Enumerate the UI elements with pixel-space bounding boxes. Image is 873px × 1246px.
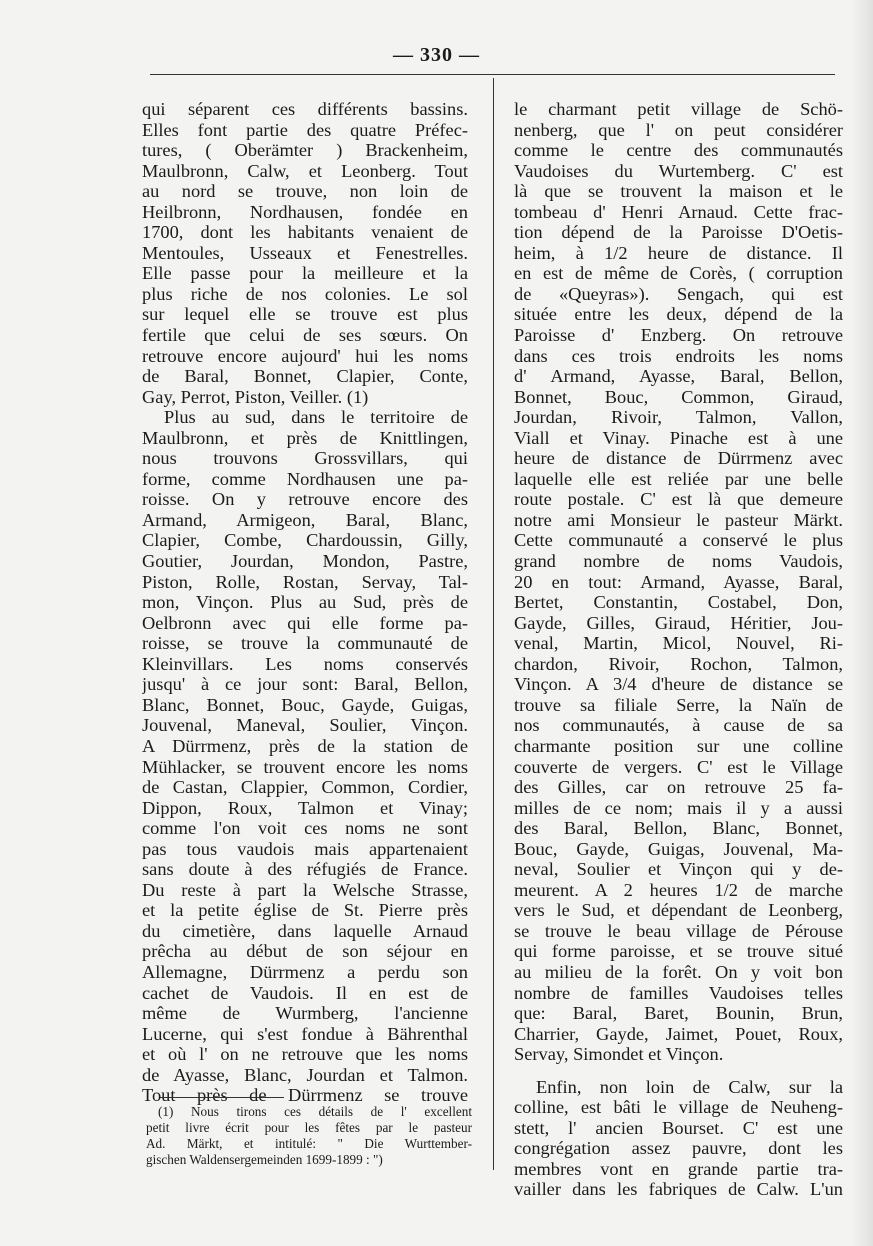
text-line: sur lequel elle se trouve est plus (142, 304, 468, 325)
text-line: au milieu de la forêt. On y voit bon (514, 961, 843, 982)
text-line: nous trouvons Grossvillars, qui (142, 448, 468, 469)
text-line: tures, ( Oberämter ) Brackenheim, (142, 140, 468, 161)
text-line: couverte de vergers. C' est le Village (514, 756, 843, 777)
text-line: Armand, Armigeon, Baral, Blanc, (142, 509, 468, 530)
text-line: Dippon, Roux, Talmon et Vinay; (142, 797, 468, 818)
text-line: située entre les deux, dépend de la (514, 304, 843, 325)
text-line: grand nombre de noms Vaudois, (514, 551, 843, 572)
text-line: Paroisse d' Enzberg. On retrouve (514, 325, 843, 346)
text-line: Maulbronn, Calw, et Leonberg. Tout (142, 160, 468, 181)
text-line: Piston, Rolle, Rostan, Servay, Tal- (142, 571, 468, 592)
text-line: jusqu' à ce jour sont: Baral, Bellon, (142, 674, 468, 695)
text-line: d' Armand, Ayasse, Baral, Bellon, (514, 366, 843, 387)
text-line: de Castan, Clappier, Common, Cordier, (142, 777, 468, 798)
text-line: le charmant petit village de Schö- (514, 99, 843, 119)
text-line: et la petite église de St. Pierre près (142, 900, 468, 921)
left-column (142, 99, 468, 1106)
text-line: Mentoules, Usseaux et Fenestrelles. (142, 242, 468, 263)
text-line: venal, Martin, Micol, Nouvel, Ri- (514, 633, 843, 654)
text-line: Jourdan, Rivoir, Talmon, Vallon, (514, 407, 843, 428)
footnote-line: gischen Waldensergemeinden 1699-1899 : ") (146, 1152, 383, 1167)
text-line: se trouve le beau village de Pérouse (514, 920, 843, 941)
text-line: dans ces trois endroits les noms (514, 345, 843, 366)
text-line: Charrier, Gayde, Jaimet, Pouet, Roux, (514, 1023, 843, 1044)
text-line: tombeau d' Henri Arnaud. Cette frac- (514, 201, 843, 222)
text-line: du cimetière, dans laquelle Arnaud (142, 920, 468, 941)
text-line: chardon, Rivoir, Rochon, Talmon, (514, 653, 843, 674)
text-line: Clapier, Combe, Chardoussin, Gilly, (142, 530, 468, 551)
text-line: 1700, dont les habitants venaient de (142, 222, 468, 243)
page-edge-shadow (851, 0, 873, 1246)
text-line: nenberg, que l' on peut considérer (514, 119, 843, 140)
text-line: membres vont en grande partie tra- (514, 1158, 843, 1179)
text-line: roisse, se trouve la communauté de (142, 633, 468, 654)
text-line: A Dürrmenz, près de la station de (142, 735, 468, 756)
text-line: Vinçon. A 3/4 d'heure de distance se (514, 674, 843, 695)
text-line: Enfin, non loin de Calw, sur la (536, 1076, 843, 1097)
text-line: Jouvenal, Maneval, Soulier, Vinçon. (142, 715, 468, 736)
text-line: heure de distance de Dürrmenz avec (514, 448, 843, 469)
text-line: sans doute à des réfugiés de France. (142, 859, 468, 880)
text-line: Servay, Simondet et Vinçon. (514, 1044, 724, 1065)
text-line: mon, Vinçon. Plus au Sud, près de (142, 592, 468, 613)
text-line: cachet de Vaudois. Il en est de (142, 982, 468, 1003)
text-line: retrouve encore aujourd' hui les noms (142, 345, 468, 366)
text-line: de Ayasse, Blanc, Jourdan et Talmon. (142, 1064, 468, 1085)
text-line: comme l'on voit ces noms ne sont (142, 818, 468, 839)
text-line: Bertet, Constantin, Costabel, Don, (514, 592, 843, 613)
text-line: et où l' on ne retrouve que les noms (142, 1044, 468, 1065)
text-line: plus riche de nos colonies. Le sol (142, 283, 468, 304)
text-line: Plus au sud, dans le territoire de (164, 407, 468, 428)
right-column (514, 99, 843, 1200)
text-line: trouve sa filiale Serre, la Naïn de (514, 694, 843, 715)
footnote (146, 1104, 472, 1168)
text-line: notre ami Monsieur le pasteur Märkt. (514, 509, 843, 530)
text-line: vailler dans les fabriques de Calw. L'un (514, 1179, 843, 1200)
text-line: que: Baral, Baret, Bounin, Brun, (514, 1003, 843, 1024)
text-line: congrégation assez pauvre, dont les (514, 1138, 843, 1159)
text-line: des Gilles, car on retrouve 25 fa- (514, 777, 843, 798)
text-line: Tout près de Dürrmenz se trouve (142, 1085, 468, 1106)
text-line: au nord se trouve, non loin de (142, 181, 468, 202)
text-line: Heilbronn, Nordhausen, fondée en (142, 201, 468, 222)
text-line: Kleinvillars. Les noms conservés (142, 653, 468, 674)
column-divider (493, 78, 494, 1170)
footnote-line: petit livre écrit pour les fêtes par le pasteur (146, 1120, 472, 1135)
text-line: tion dépend de la Paroisse D'Oetis- (514, 222, 843, 243)
text-line: route postale. C' est là que demeure (514, 489, 843, 510)
text-line: de «Queyras»). Sengach, qui est (514, 283, 843, 304)
text-line: stett, l' ancien Bourset. C' est une (514, 1117, 843, 1138)
text-line: Cette communauté a conservé le plus (514, 530, 843, 551)
text-line: Viall et Vinay. Pinache est à une (514, 427, 843, 448)
text-line: heim, à 1/2 heure de distance. Il (514, 242, 843, 263)
page-number: — 330 — (393, 44, 480, 66)
text-line: 20 en tout: Armand, Ayasse, Baral, (514, 571, 843, 592)
text-line: Gayde, Gilles, Giraud, Héritier, Jou- (514, 612, 843, 633)
text-line: de Baral, Bonnet, Clapier, Conte, (142, 366, 468, 387)
text-line: Oelbronn avec qui elle forme pa- (142, 612, 468, 633)
text-line: nos communautés, à cause de sa (514, 715, 843, 736)
text-line: Blanc, Bonnet, Bouc, Gayde, Guigas, (142, 694, 468, 715)
text-line: pas tous vaudois mais appartenaient (142, 838, 468, 859)
footnote-rule (160, 1097, 284, 1098)
text-line: là que se trouvent la maison et le (514, 181, 843, 202)
text-line: Bouc, Gayde, Guigas, Jouvenal, Ma- (514, 838, 843, 859)
text-line: des Baral, Bellon, Blanc, Bonnet, (514, 818, 843, 839)
text-line: Elle passe pour la meilleure et la (142, 263, 468, 284)
text-line: comme le centre des communautés (514, 140, 843, 161)
text-line: vers le Sud, et dépendant de Leonberg, (514, 900, 843, 921)
text-line: nombre de familles Vaudoises telles (514, 982, 843, 1003)
paragraph-gap (514, 1065, 843, 1077)
footnote-line: Ad. Märkt, et intitulé: " Die Wurttember- (146, 1136, 472, 1151)
text-line: meurent. A 2 heures 1/2 de marche (514, 879, 843, 900)
text-line: forme, comme Nordhausen une pa- (142, 468, 468, 489)
text-line: charmante position sur une colline (514, 735, 843, 756)
text-line: laquelle elle est reliée par une belle (514, 468, 843, 489)
text-line: Elles font partie des quatre Préfec- (142, 119, 468, 140)
text-line: Lucerne, qui s'est fondue à Bährenthal (142, 1023, 468, 1044)
text-line: Maulbronn, et près de Knittlingen, (142, 427, 468, 448)
text-line: Bonnet, Bouc, Common, Giraud, (514, 386, 843, 407)
text-line: fertile que celui de ses sœurs. On (142, 325, 468, 346)
text-line: Goutier, Jourdan, Mondon, Pastre, (142, 551, 468, 572)
text-line: milles de ce nom; mais il y a aussi (514, 797, 843, 818)
text-line: Vaudoises du Wurtemberg. C' est (514, 160, 843, 181)
text-line: neval, Soulier et Vinçon qui y de- (514, 859, 843, 880)
text-line: en est de même de Corès, ( corruption (514, 263, 843, 284)
text-line: colline, est bâti le village de Neuheng- (514, 1097, 843, 1118)
text-line: même de Wurmberg, l'ancienne (142, 1003, 468, 1024)
text-line: Gay, Perrot, Piston, Veiller. (1) (142, 386, 369, 407)
text-line: Du reste à part la Welsche Strasse, (142, 879, 468, 900)
footnote-line: (1) Nous tirons ces détails de l' excellent (158, 1104, 472, 1119)
header-rule (150, 74, 835, 75)
text-line: Allemagne, Dürrmenz a perdu son (142, 961, 468, 982)
text-line: Mühlacker, se trouvent encore les noms (142, 756, 468, 777)
text-line: roisse. On y retrouve encore des (142, 489, 468, 510)
text-line: prêcha au début de son séjour en (142, 941, 468, 962)
text-line: qui forme paroisse, et se trouve situé (514, 941, 843, 962)
text-line: qui séparent ces différents bassins. (142, 99, 468, 119)
